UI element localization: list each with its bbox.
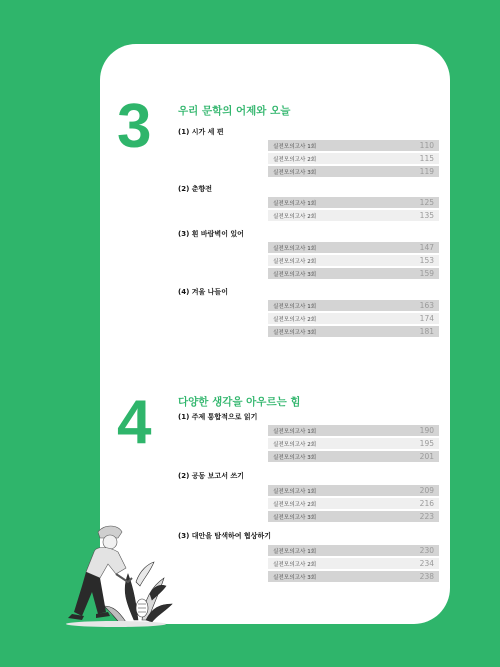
toc-row-label: 실전모의고사 3회	[273, 169, 317, 176]
ground-shadow	[66, 621, 166, 627]
toc-row-label: 실전모의고사 1회	[273, 428, 317, 435]
part-number-4: 4	[117, 388, 152, 457]
toc-row[interactable]	[268, 511, 439, 522]
part-title-3: 우리 문학의 어제와 오늘	[178, 105, 291, 117]
toc-row-label: 실전모의고사 1회	[273, 488, 317, 495]
toc-row[interactable]	[268, 140, 439, 151]
section-heading: (3) 대안을 탐색하여 협상하기	[178, 532, 271, 540]
toc-row[interactable]	[268, 268, 439, 279]
toc-row-page: 190	[419, 426, 434, 435]
toc-row[interactable]	[268, 326, 439, 337]
toc-row[interactable]	[268, 210, 439, 221]
toc-row[interactable]	[268, 166, 439, 177]
toc-row-page: 201	[419, 452, 434, 461]
gardener-figure	[68, 526, 132, 620]
toc-row[interactable]	[268, 558, 439, 569]
section-heading: (2) 춘향전	[178, 185, 212, 193]
toc-row-label: 실전모의고사 1회	[273, 200, 317, 207]
toc-row-page: 125	[419, 198, 434, 207]
toc-row-label: 실전모의고사 2회	[273, 441, 317, 448]
toc-row[interactable]	[268, 313, 439, 324]
toc-row-page: 159	[419, 269, 434, 278]
toc-row-page: 147	[419, 243, 434, 252]
toc-row-label: 실전모의고사 1회	[273, 245, 317, 252]
toc-row[interactable]	[268, 545, 439, 556]
section-heading: (1) 주제 통합적으로 읽기	[178, 413, 258, 421]
toc-row[interactable]	[268, 498, 439, 509]
toc-row-label: 실전모의고사 2회	[273, 213, 317, 220]
toc-row-page: 216	[419, 499, 434, 508]
toc-row[interactable]	[268, 300, 439, 311]
toc-row-label: 실전모의고사 1회	[273, 143, 317, 150]
toc-row-page: 230	[419, 546, 434, 555]
toc-row-page: 223	[419, 512, 434, 521]
toc-row-page: 115	[419, 154, 434, 163]
toc-row-label: 실전모의고사 1회	[273, 548, 317, 555]
toc-row[interactable]	[268, 242, 439, 253]
toc-row-label: 실전모의고사 3회	[273, 271, 317, 278]
toc-row-label: 실전모의고사 2회	[273, 561, 317, 568]
toc-row-label: 실전모의고사 3회	[273, 454, 317, 461]
toc-row-label: 실전모의고사 3회	[273, 329, 317, 336]
toc-row[interactable]	[268, 485, 439, 496]
toc-row[interactable]	[268, 425, 439, 436]
toc-row[interactable]	[268, 571, 439, 582]
toc-row-page: 234	[419, 559, 434, 568]
toc-row-page: 110	[419, 141, 434, 150]
part-title-4: 다양한 생각을 아우르는 힘	[178, 396, 301, 408]
toc-row-page: 209	[419, 486, 434, 495]
toc-row-label: 실전모의고사 2회	[273, 316, 317, 323]
toc-row-label: 실전모의고사 2회	[273, 258, 317, 265]
gardener-illustration	[56, 512, 178, 628]
toc-row-page: 119	[419, 167, 434, 176]
toc-row-page: 153	[419, 256, 434, 265]
toc-row-page: 238	[419, 572, 434, 581]
toc-row-page: 195	[419, 439, 434, 448]
toc-row[interactable]	[268, 197, 439, 208]
toc-row-label: 실전모의고사 3회	[273, 514, 317, 521]
section-heading: (3) 흰 바람벽이 있어	[178, 230, 244, 238]
toc-row-page: 163	[419, 301, 434, 310]
toc-row[interactable]	[268, 451, 439, 462]
toc-row-label: 실전모의고사 1회	[273, 303, 317, 310]
part-number-3: 3	[117, 92, 152, 161]
section-heading: (4) 겨울 나들이	[178, 288, 228, 296]
section-heading: (1) 시가 세 편	[178, 128, 224, 136]
toc-row[interactable]	[268, 255, 439, 266]
toc-row-label: 실전모의고사 3회	[273, 574, 317, 581]
section-heading: (2) 공동 보고서 쓰기	[178, 472, 244, 480]
toc-row-label: 실전모의고사 2회	[273, 501, 317, 508]
toc-row-page: 174	[419, 314, 434, 323]
toc-row[interactable]	[268, 153, 439, 164]
toc-row[interactable]	[268, 438, 439, 449]
toc-row-label: 실전모의고사 2회	[273, 156, 317, 163]
toc-row-page: 181	[419, 327, 434, 336]
toc-row-page: 135	[419, 211, 434, 220]
